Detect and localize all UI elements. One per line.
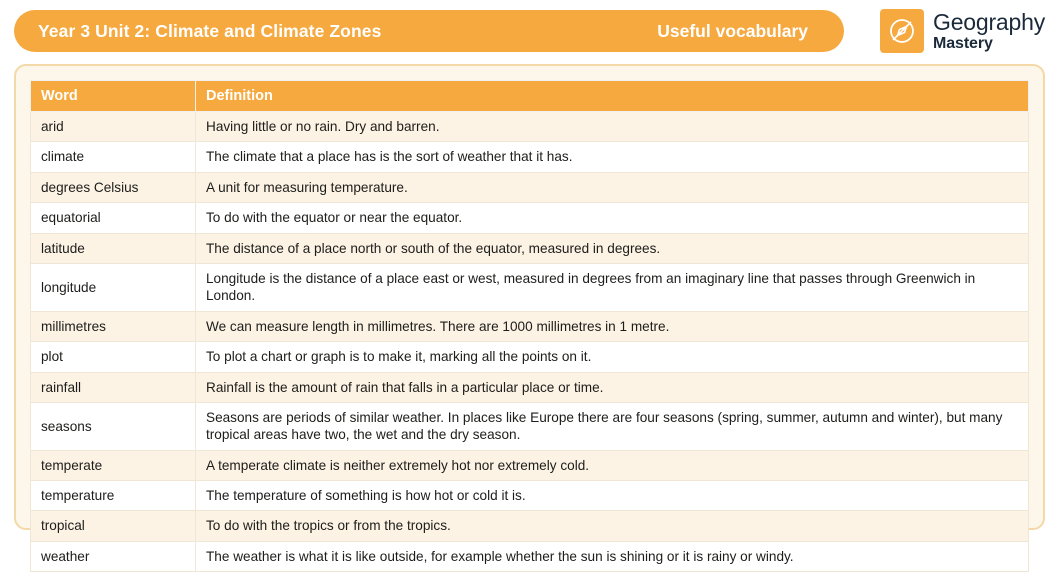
cell-word: climate (31, 142, 196, 172)
brand-name-line1: Geography (933, 8, 1045, 35)
cell-definition: A unit for measuring temperature. (196, 172, 1029, 202)
cell-definition: We can measure length in millimetres. There are 1000 millimetres in 1 metre. (196, 311, 1029, 341)
table-row (31, 402, 1029, 450)
table-row (31, 263, 1029, 311)
brand-text (933, 8, 1045, 52)
cell-definition: To do with the tropics or from the tropics. (196, 511, 1029, 541)
cell-definition: The distance of a place north or south of the equator, measured in degrees. (196, 233, 1029, 263)
compass-icon (880, 9, 924, 53)
table-row (31, 142, 1029, 172)
cell-word: latitude (31, 233, 196, 263)
cell-definition: The climate that a place has is the sort of weather that it has. (196, 142, 1029, 172)
cell-definition: To plot a chart or graph is to make it, marking all the points on it. (196, 342, 1029, 372)
cell-word: millimetres (31, 311, 196, 341)
table-row (31, 233, 1029, 263)
table-header-row (31, 81, 1029, 112)
cell-definition: Seasons are periods of similar weather. In places like Europe there are four seasons (spring, summer, autumn and winter), but many tropical areas have two, the wet and the dry season. (196, 402, 1029, 450)
cell-definition: Longitude is the distance of a place east or west, measured in degrees from an imaginary line that passes through Greenwich in London. (196, 263, 1029, 311)
table-row (31, 481, 1029, 511)
cell-word: tropical (31, 511, 196, 541)
cell-word: temperature (31, 481, 196, 511)
table-row (31, 311, 1029, 341)
cell-definition: The temperature of something is how hot or cold it is. (196, 481, 1029, 511)
cell-word: plot (31, 342, 196, 372)
header-banner (14, 10, 844, 52)
table-row (31, 372, 1029, 402)
cell-word: rainfall (31, 372, 196, 402)
page-header (14, 10, 1045, 52)
page-title: Year 3 Unit 2: Climate and Climate Zones (38, 20, 382, 41)
cell-word: temperate (31, 450, 196, 480)
table-row (31, 450, 1029, 480)
cell-definition: Having little or no rain. Dry and barren. (196, 112, 1029, 142)
cell-word: degrees Celsius (31, 172, 196, 202)
cell-word: seasons (31, 402, 196, 450)
cell-word: weather (31, 541, 196, 571)
cell-definition: The weather is what it is like outside, for example whether the sun is shining or it is rainy or windy. (196, 541, 1029, 571)
table-body (31, 112, 1029, 572)
cell-definition: A temperate climate is neither extremely hot nor extremely cold. (196, 450, 1029, 480)
column-header-word: Word (31, 81, 196, 112)
cell-word: arid (31, 112, 196, 142)
brand-logo (880, 9, 1045, 53)
cell-definition: Rainfall is the amount of rain that falls in a particular place or time. (196, 372, 1029, 402)
brand-name-line2: Mastery (933, 34, 993, 52)
vocabulary-table (30, 80, 1029, 572)
cell-definition: To do with the equator or near the equator. (196, 203, 1029, 233)
section-label: Useful vocabulary (657, 20, 808, 41)
table-row (31, 342, 1029, 372)
vocabulary-card (14, 64, 1045, 564)
table-row (31, 511, 1029, 541)
column-header-definition: Definition (196, 81, 1029, 112)
table-row (31, 203, 1029, 233)
table-row (31, 112, 1029, 142)
cell-word: longitude (31, 263, 196, 311)
table-row (31, 172, 1029, 202)
cell-word: equatorial (31, 203, 196, 233)
table-row (31, 541, 1029, 571)
worksheet-page (0, 8, 1059, 564)
